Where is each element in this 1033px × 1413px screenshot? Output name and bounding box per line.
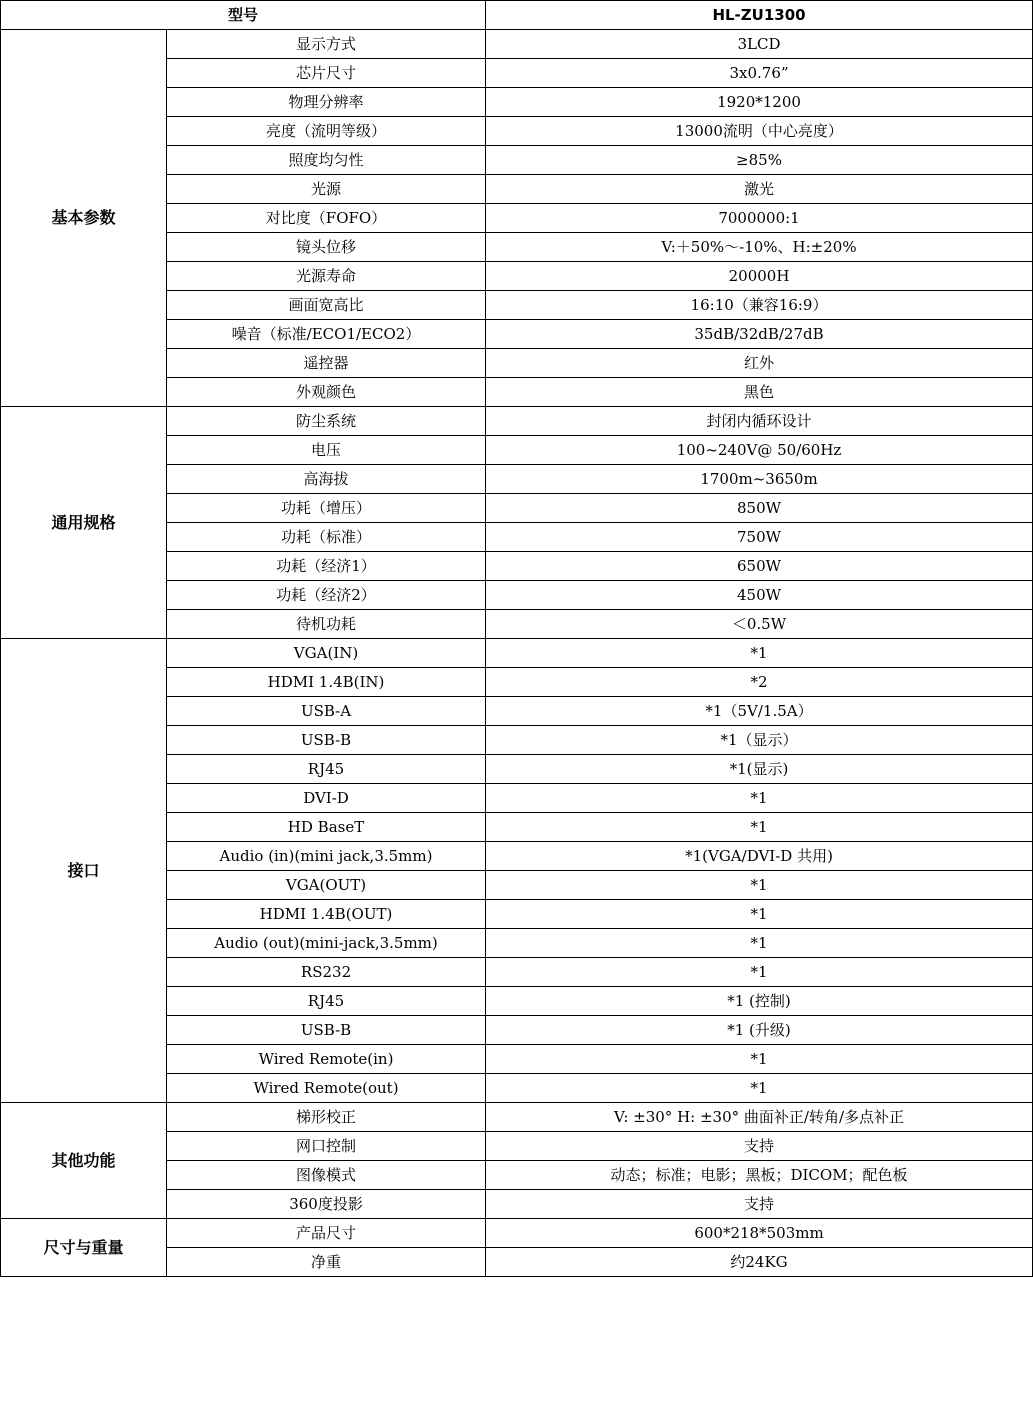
param-name: 外观颜色 [167,378,486,407]
param-value: *1 [486,958,1033,987]
param-value: *1（显示） [486,726,1033,755]
param-name: 产品尺寸 [167,1219,486,1248]
param-name: Wired Remote(out) [167,1074,486,1103]
param-name: 物理分辨率 [167,88,486,117]
param-name: USB-A [167,697,486,726]
param-name: VGA(IN) [167,639,486,668]
param-value: V:＋50%～-10%、H:±20% [486,233,1033,262]
model-label: 型号 [1,1,486,30]
param-value: *1 [486,929,1033,958]
param-name: 显示方式 [167,30,486,59]
param-value: *1 [486,813,1033,842]
param-name: USB-B [167,726,486,755]
table-row [1,407,1033,436]
param-name: HDMI 1.4B(OUT) [167,900,486,929]
param-value: 13000流明（中心亮度） [486,117,1033,146]
param-value: 封闭内循环设计 [486,407,1033,436]
table-row [1,1103,1033,1132]
param-name: 芯片尺寸 [167,59,486,88]
param-value: *1（5V/1.5A） [486,697,1033,726]
param-name: 亮度（流明等级） [167,117,486,146]
param-value: *1(显示) [486,755,1033,784]
model-value: HL-ZU1300 [486,1,1033,30]
param-name: 防尘系统 [167,407,486,436]
param-value: 750W [486,523,1033,552]
param-name: 对比度（FOFO） [167,204,486,233]
param-value: 7000000:1 [486,204,1033,233]
param-value: 20000H [486,262,1033,291]
param-name: 360度投影 [167,1190,486,1219]
param-name: 画面宽高比 [167,291,486,320]
table-row [1,639,1033,668]
param-value: 黑色 [486,378,1033,407]
param-name: 照度均匀性 [167,146,486,175]
param-name: Audio (out)(mini-jack,3.5mm) [167,929,486,958]
param-value: ≥85% [486,146,1033,175]
param-name: HDMI 1.4B(IN) [167,668,486,697]
param-value: 红外 [486,349,1033,378]
param-value: 450W [486,581,1033,610]
header-row [1,1,1033,30]
param-name: 镜头位移 [167,233,486,262]
param-name: 待机功耗 [167,610,486,639]
param-value: *1(VGA/DVI-D 共用) [486,842,1033,871]
param-value: 激光 [486,175,1033,204]
group-label: 基本参数 [1,30,167,407]
group-label: 其他功能 [1,1103,167,1219]
group-label: 通用规格 [1,407,167,639]
table-row [1,30,1033,59]
param-value: ＜0.5W [486,610,1033,639]
param-name: 功耗（增压） [167,494,486,523]
param-value: 动态；标准；电影；黑板；DICOM；配色板 [486,1161,1033,1190]
param-value: 3LCD [486,30,1033,59]
param-value: *1 (升级) [486,1016,1033,1045]
param-name: 网口控制 [167,1132,486,1161]
group-label: 尺寸与重量 [1,1219,167,1277]
param-value: 850W [486,494,1033,523]
param-name: 图像模式 [167,1161,486,1190]
param-value: *1 [486,639,1033,668]
group-label: 接口 [1,639,167,1103]
param-value: *1 (控制) [486,987,1033,1016]
table-row [1,1219,1033,1248]
param-value: 1700m~3650m [486,465,1033,494]
param-value: 35dB/32dB/27dB [486,320,1033,349]
param-name: 电压 [167,436,486,465]
param-value: *1 [486,1045,1033,1074]
param-name: 高海拔 [167,465,486,494]
param-name: 净重 [167,1248,486,1277]
param-name: HD BaseT [167,813,486,842]
param-value: V: ±30° H: ±30° 曲面补正/转角/多点补正 [486,1103,1033,1132]
param-value: 650W [486,552,1033,581]
param-name: Audio (in)(mini jack,3.5mm) [167,842,486,871]
param-name: 功耗（经济1） [167,552,486,581]
param-name: VGA(OUT) [167,871,486,900]
param-value: 约24KG [486,1248,1033,1277]
param-value: *1 [486,871,1033,900]
param-value: 16:10（兼容16:9） [486,291,1033,320]
param-value: 600*218*503mm [486,1219,1033,1248]
param-name: 噪音（标准/ECO1/ECO2） [167,320,486,349]
param-name: Wired Remote(in) [167,1045,486,1074]
spec-table-body [1,1,1033,1277]
param-name: 功耗（标准） [167,523,486,552]
param-value: 1920*1200 [486,88,1033,117]
param-name: RJ45 [167,755,486,784]
param-value: 支持 [486,1190,1033,1219]
param-name: 梯形校正 [167,1103,486,1132]
param-value: *1 [486,1074,1033,1103]
param-value: *1 [486,900,1033,929]
param-name: DVI-D [167,784,486,813]
param-value: 100~240V@ 50/60Hz [486,436,1033,465]
param-name: RS232 [167,958,486,987]
param-name: 功耗（经济2） [167,581,486,610]
param-value: 支持 [486,1132,1033,1161]
param-value: 3x0.76” [486,59,1033,88]
param-name: 光源寿命 [167,262,486,291]
param-name: USB-B [167,1016,486,1045]
param-name: 光源 [167,175,486,204]
param-name: 遥控器 [167,349,486,378]
param-value: *1 [486,784,1033,813]
param-value: *2 [486,668,1033,697]
param-name: RJ45 [167,987,486,1016]
